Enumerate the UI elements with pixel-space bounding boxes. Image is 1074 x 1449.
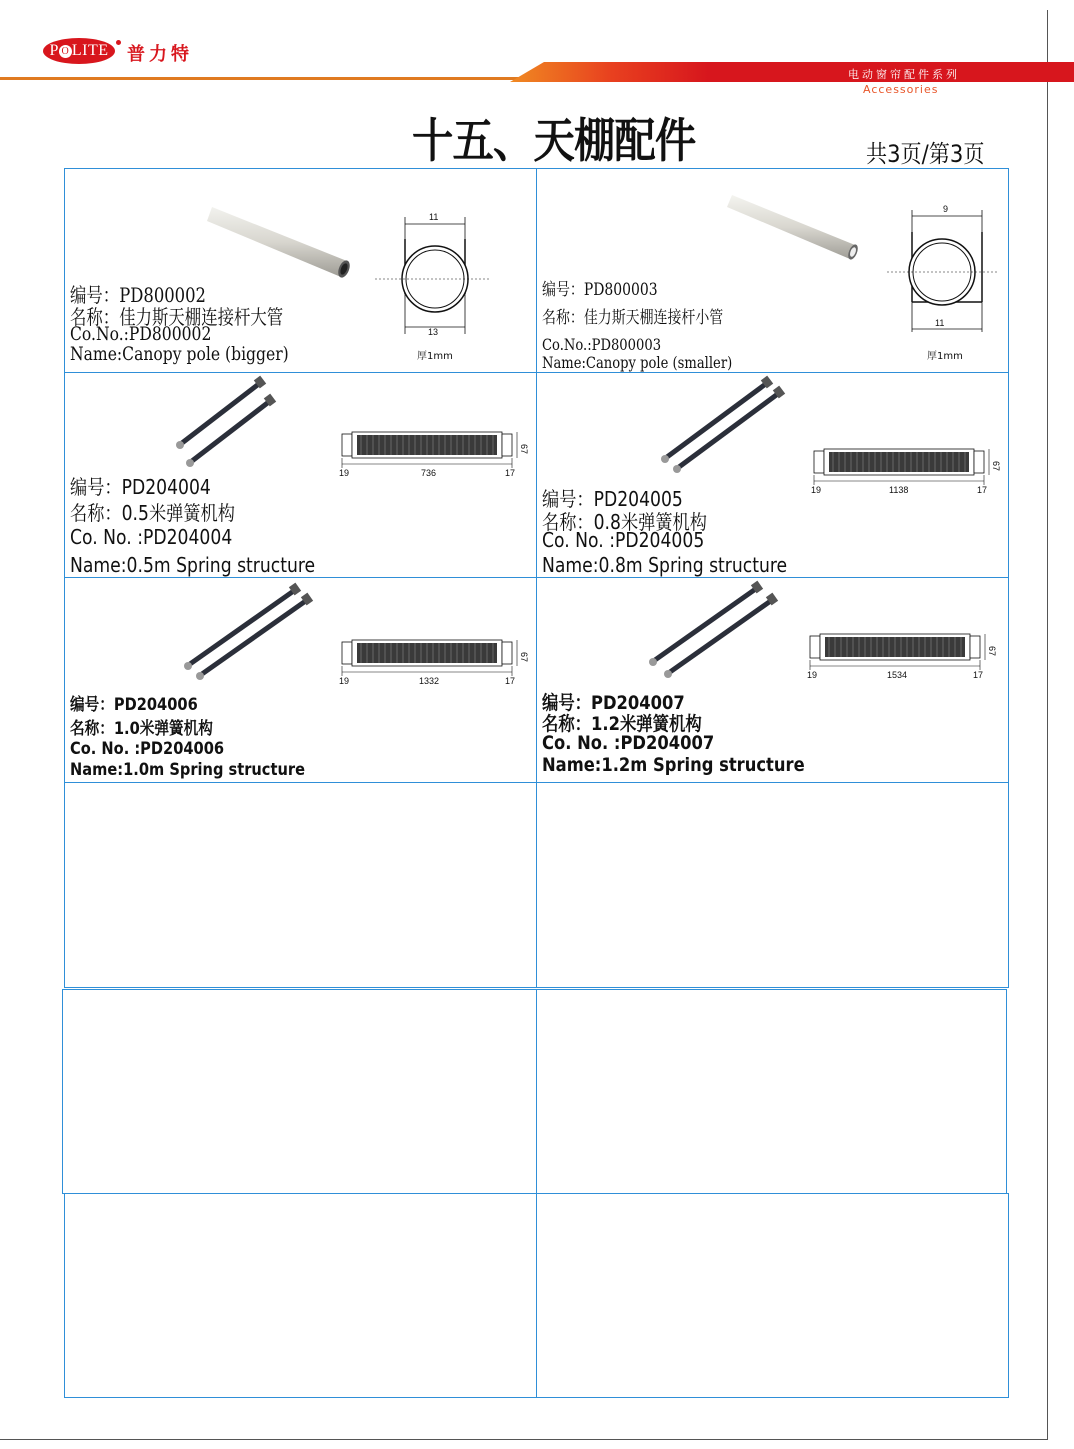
product-grid (64, 168, 1010, 1398)
product-code-cn: 编号：PD204004 (70, 475, 211, 499)
product-cell-pd204004 (64, 372, 537, 578)
product-code-cn: 编号：PD204007 (542, 692, 685, 714)
empty-cell (536, 1193, 1009, 1398)
product-code-en: Co. No. :PD204007 (542, 732, 715, 754)
spring-drawing (337, 428, 537, 478)
dim-left: 19 (811, 485, 822, 495)
product-code-en: Co. No. :PD204005 (542, 528, 705, 552)
registered-mark-icon (116, 40, 121, 45)
product-name-cn: 名称：1.2米弹簧机构 (542, 713, 702, 735)
dim-height: 67 (519, 444, 529, 455)
tube-section-drawing (375, 209, 495, 349)
dim-length: 736 (421, 468, 437, 478)
product-name-en: Name:0.8m Spring structure (542, 553, 788, 577)
dim-length: 1138 (889, 485, 909, 495)
spring-drawing (805, 630, 1005, 680)
product-name-en: Name:0.5m Spring structure (70, 553, 316, 577)
product-code-en: Co.No.:PD800003 (542, 335, 662, 354)
thickness-label: 厚1mm (927, 351, 963, 362)
product-name-en: Name:Canopy pole (bigger) (70, 343, 289, 365)
series-title-cn: 电动窗帘配件系列 (848, 68, 960, 81)
product-code-cn: 编号：PD800003 (542, 280, 658, 300)
spring-photo (180, 582, 320, 682)
spring-photo (170, 375, 280, 475)
polite-logo: P O LITE (43, 38, 115, 64)
product-name-cn: 名称：0.5米弹簧机构 (70, 501, 235, 525)
dim-right: 17 (977, 485, 988, 495)
product-code-en: Co. No. :PD204004 (70, 525, 233, 549)
dim-length: 1534 (887, 670, 908, 680)
empty-cell (536, 989, 1007, 1194)
brand-name: 普力特 (127, 44, 193, 65)
dim-top: 11 (429, 212, 439, 222)
product-name-cn: 名称：佳力斯天棚连接杆大管 (70, 305, 284, 329)
product-name-cn: 名称：0.8米弹簧机构 (542, 510, 707, 534)
dim-height: 67 (519, 652, 529, 663)
dim-left: 19 (339, 676, 350, 686)
empty-cell (64, 782, 537, 988)
product-code-cn: 编号：PD204006 (70, 695, 198, 715)
product-name-cn: 名称：佳力斯天棚连接杆小管 (542, 308, 724, 328)
dim-height: 67 (987, 646, 997, 657)
dim-left: 19 (807, 670, 818, 680)
product-name-cn: 名称：1.0米弹簧机构 (70, 719, 213, 739)
dim-right: 17 (505, 468, 516, 478)
page-title: 十五、天棚配件 (412, 114, 696, 169)
tube-photo (727, 189, 867, 264)
dim-height: 67 (991, 461, 1001, 472)
page-number: 共3页/第3页 (866, 140, 985, 168)
product-name-en: Name:1.0m Spring structure (70, 760, 306, 780)
spring-photo (657, 375, 797, 475)
dim-right: 17 (973, 670, 984, 680)
thickness-label: 厚1mm (417, 351, 453, 362)
product-code-en: Co. No. :PD204006 (70, 739, 225, 759)
product-cell-pd800002 (64, 168, 537, 373)
series-title-en: Accessories (863, 83, 939, 96)
dim-right: 17 (505, 676, 516, 686)
empty-cell (62, 989, 537, 1194)
product-cell-pd204005 (536, 372, 1009, 578)
empty-cell (64, 1193, 537, 1398)
dim-top: 9 (943, 204, 949, 214)
product-code-cn: 编号：PD800002 (70, 283, 206, 307)
dim-length: 1332 (419, 676, 440, 686)
spring-drawing (809, 445, 1009, 495)
header-band (510, 62, 1074, 82)
empty-cell (536, 782, 1009, 988)
product-code-cn: 编号：PD204005 (542, 487, 683, 511)
tube-photo (207, 199, 357, 279)
tube-section-drawing (887, 202, 1007, 342)
product-name-en: Name:Canopy pole (smaller) (542, 353, 733, 372)
header-line (0, 77, 560, 80)
dim-bottom: 13 (428, 327, 439, 337)
product-cell-pd204007 (536, 577, 1009, 783)
product-code-en: Co.No.:PD800002 (70, 323, 212, 345)
dim-left: 19 (339, 468, 350, 478)
product-cell-pd800003 (536, 168, 1009, 373)
dim-bottom: 11 (935, 318, 945, 328)
product-cell-pd204006 (64, 577, 537, 783)
spring-drawing (337, 636, 537, 686)
spring-photo (647, 580, 787, 680)
product-name-en: Name:1.2m Spring structure (542, 754, 805, 776)
